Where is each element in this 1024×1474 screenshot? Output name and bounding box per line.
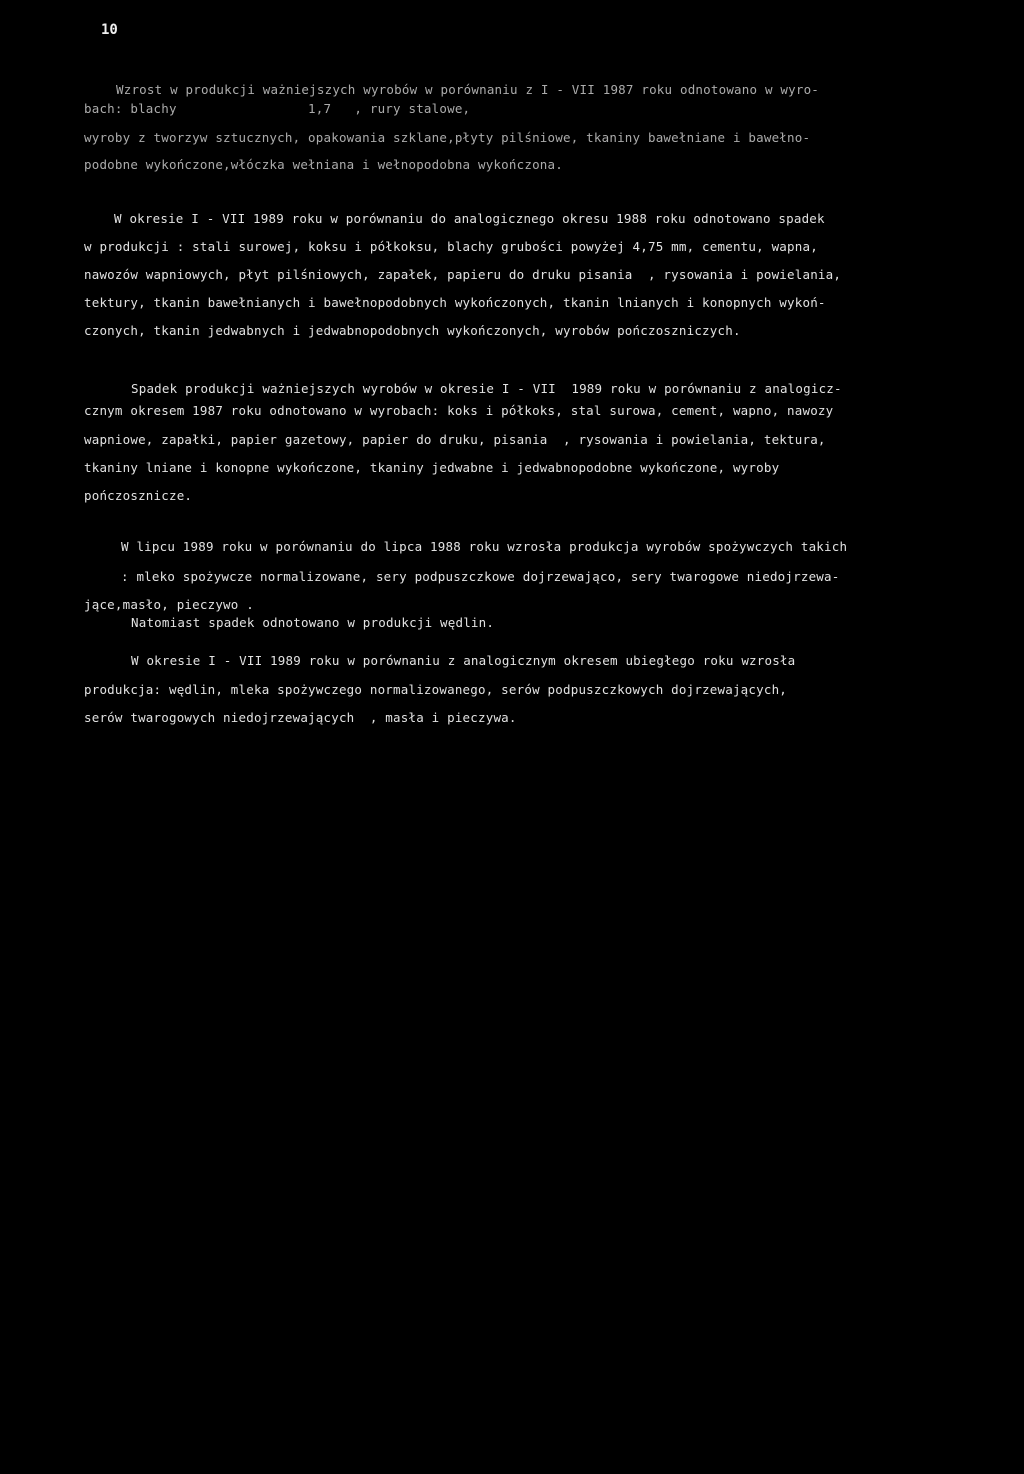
text-line: : mleko spożywcze normalizowane, sery podpuszczkowe dojrzewająco, sery twarogowe niedojrzewa- (121, 569, 840, 584)
text-line: Natomiast spadek odnotowano w produkcji wędlin. (131, 615, 495, 630)
text-line: cznym okresem 1987 roku odnotowano w wyrobach: koks i półkoks, stal surowa, cement, wapno, nawozy (84, 403, 834, 418)
text-line: serów twarogowych niedojrzewających , masła i pieczywa. (84, 710, 517, 725)
text-line: jące,masło, pieczywo . (84, 597, 254, 612)
text-line: bach: blachy 1,7 , rury stalowe, (84, 101, 471, 116)
text-line: tektury, tkanin bawełnianych i bawełnopodobnych wykończonych, tkanin lnianych i konopnych wykoń- (84, 295, 826, 310)
text-line: produkcja: wędlin, mleka spożywczego normalizowanego, serów podpuszczkowych dojrzewających, (84, 682, 788, 697)
text-line: tkaniny lniane i konopne wykończone, tkaniny jedwabne i jedwabnopodobne wykończone, wyroby (84, 460, 780, 475)
text-line: W lipcu 1989 roku w porównaniu do lipca 1988 roku wzrosła produkcja wyrobów spożywczych takich (121, 539, 848, 554)
text-line: W okresie I - VII 1989 roku w porównaniu do analogicznego okresu 1988 roku odnotowano spadek (114, 211, 825, 226)
text-line: czonych, tkanin jedwabnych i jedwabnopodobnych wykończonych, wyrobów pończoszniczych. (84, 323, 741, 338)
text-line: pończosznicze. (84, 488, 193, 503)
page-number: 10 (101, 22, 118, 38)
text-line: wapniowe, zapałki, papier gazetowy, papier do druku, pisania , rysowania i powielania, tektura, (84, 432, 826, 447)
text-line: podobne wykończone,włóczka wełniana i wełnopodobna wykończona. (84, 157, 563, 172)
text-line: W okresie I - VII 1989 roku w porównaniu z analogicznym okresem ubiegłego roku wzrosła (131, 653, 796, 668)
text-line: Spadek produkcji ważniejszych wyrobów w okresie I - VII 1989 roku w porównaniu z analogicz- (131, 381, 842, 396)
text-line: Wzrost w produkcji ważniejszych wyrobów w porównaniu z I - VII 1987 roku odnotowano w wyro- (116, 82, 820, 97)
text-line: nawozów wapniowych, płyt pilśniowych, zapałek, papieru do druku pisania , rysowania i powielania, (84, 267, 842, 282)
text-line: wyroby z tworzyw sztucznych, opakowania szklane,płyty pilśniowe, tkaniny bawełniane i bawełno- (84, 130, 811, 145)
text-line: w produkcji : stali surowej, koksu i półkoksu, blachy grubości powyżej 4,75 mm, cementu, wapna, (84, 239, 818, 254)
